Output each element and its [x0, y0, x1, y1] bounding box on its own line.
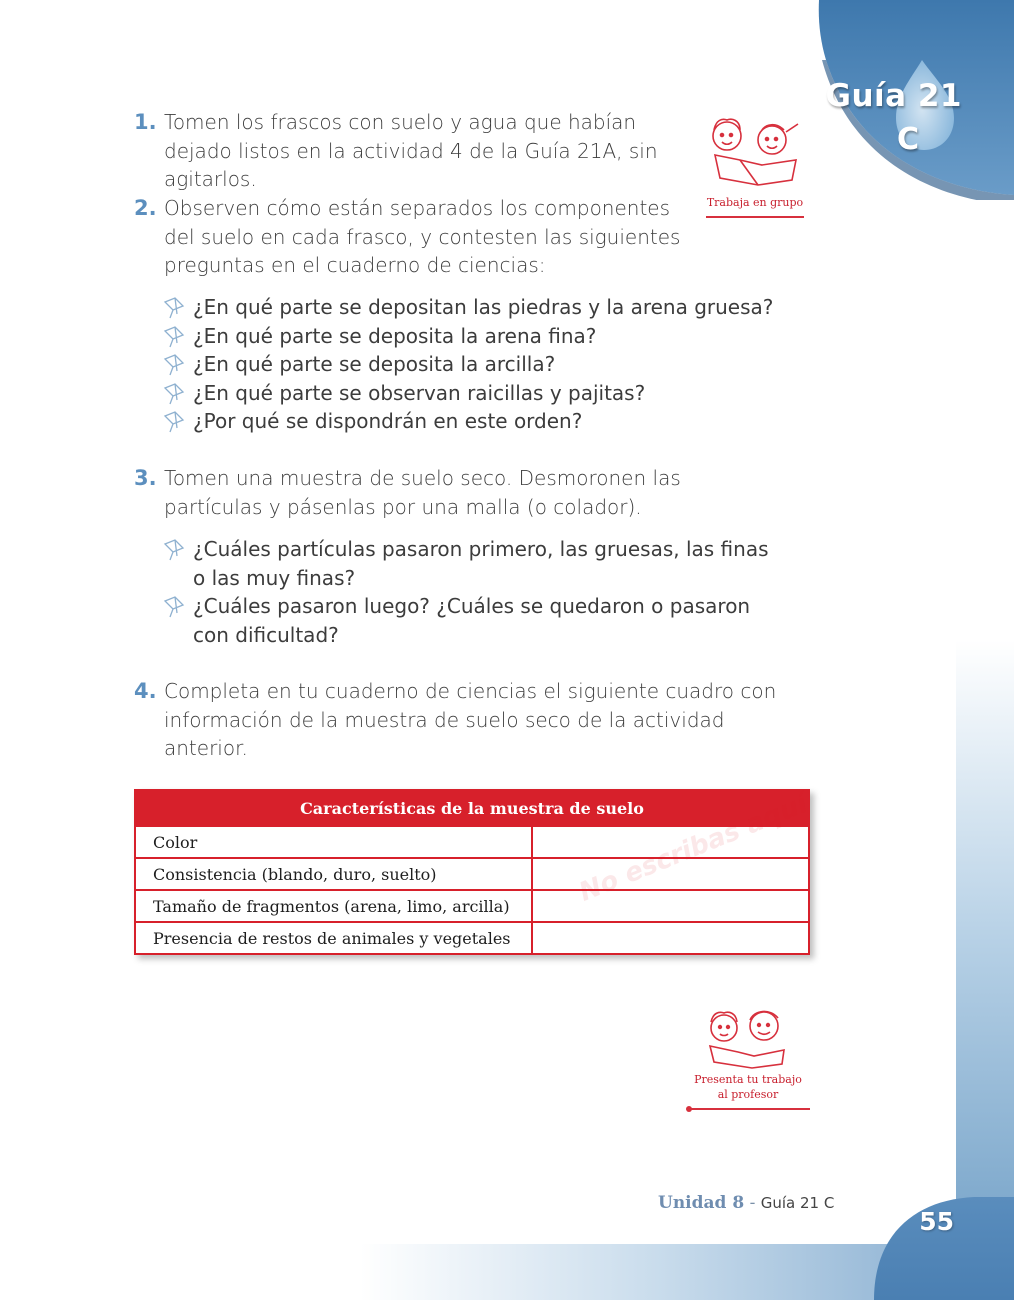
table-cell-value	[532, 890, 809, 922]
question-item	[162, 379, 802, 408]
item-3	[134, 464, 774, 521]
footer-guide: Guía 21 C	[760, 1194, 835, 1212]
guide-title: Guía 21	[825, 78, 962, 114]
item-2-questions	[162, 293, 802, 436]
table-row	[135, 890, 809, 922]
table-cell-label: Tamaño de fragmentos (arena, limo, arcilla)	[135, 890, 532, 922]
present-work-icon	[700, 1004, 800, 1070]
footer	[658, 1193, 834, 1213]
table-cell-label: Consistencia (blando, duro, suelto)	[135, 858, 532, 890]
question-text: ¿En qué parte se observan raicillas y pajitas?	[193, 380, 646, 405]
item-2	[134, 194, 704, 280]
item-number: 4.	[134, 679, 157, 703]
question-item	[162, 322, 802, 351]
item-text: Tomen una muestra de suelo seco. Desmoronen las partículas y pásenlas por una malla (o colador).	[164, 466, 681, 519]
group-work-label: Trabaja en grupo	[706, 196, 804, 209]
question-text: ¿En qué parte se deposita la arcilla?	[193, 352, 556, 376]
table-cell-value	[532, 858, 809, 890]
table-row	[135, 922, 809, 954]
pencil-icon	[162, 325, 186, 349]
item-1	[134, 108, 754, 194]
present-work-label-line: al profesor	[717, 1088, 779, 1101]
present-work-label-line: Presenta tu trabajo	[694, 1073, 802, 1086]
pencil-icon	[162, 353, 186, 377]
table-cell-label: Presencia de restos de animales y vegetales	[135, 922, 532, 954]
item-number: 3.	[134, 466, 157, 490]
table-cell-value	[532, 922, 809, 954]
question-text: ¿Cuáles pasaron luego? ¿Cuáles se quedaron o pasaron con dificultad?	[193, 594, 751, 647]
table-cell-label: Color	[135, 826, 532, 858]
group-work-underline	[706, 216, 804, 218]
item-text: Tomen los frascos con suelo y agua que habían dejado listos en la actividad 4 de la Guía 21A, sin agitarlos.	[164, 110, 658, 191]
item-text: Completa en tu cuaderno de ciencias el siguiente cuadro con información de la muestra de suelo seco de la actividad anterior.	[164, 679, 777, 760]
footer-unit: Unidad 8	[658, 1193, 745, 1213]
page-number: 55	[919, 1207, 954, 1236]
question-text: ¿Por qué se dispondrán en este orden?	[193, 409, 583, 433]
question-text: ¿Cuáles partículas pasaron primero, las gruesas, las finas o las muy finas?	[193, 537, 769, 590]
table-row	[135, 826, 809, 858]
item-number: 1.	[134, 110, 157, 134]
pencil-icon	[162, 296, 186, 320]
group-work-icon	[700, 110, 810, 194]
question-item	[162, 407, 802, 436]
table-cell-value	[532, 826, 809, 858]
item-4	[134, 677, 784, 763]
table-row	[135, 858, 809, 890]
question-text: ¿En qué parte se deposita la arena fina?	[193, 323, 597, 348]
present-work-underline	[690, 1108, 810, 1110]
pencil-icon	[162, 538, 186, 562]
question-item	[162, 350, 802, 379]
question-item	[162, 293, 802, 322]
soil-characteristics-table	[134, 789, 810, 955]
pencil-icon	[162, 382, 186, 406]
item-text: Observen cómo están separados los componentes del suelo en cada frasco, y contesten las siguientes preguntas en el cuaderno de ciencias:	[164, 196, 681, 277]
pencil-icon	[162, 410, 186, 434]
present-work-label	[690, 1072, 806, 1102]
question-text: ¿En qué parte se depositan las piedras y la arena gruesa?	[193, 295, 774, 319]
item-3-questions	[162, 535, 782, 649]
question-item	[162, 535, 782, 592]
item-number: 2.	[134, 196, 157, 220]
table-header: Características de la muestra de suelo	[135, 790, 809, 826]
guide-letter: C	[896, 122, 919, 157]
footer-separator: -	[744, 1193, 761, 1213]
question-item	[162, 592, 782, 649]
pencil-icon	[162, 595, 186, 619]
